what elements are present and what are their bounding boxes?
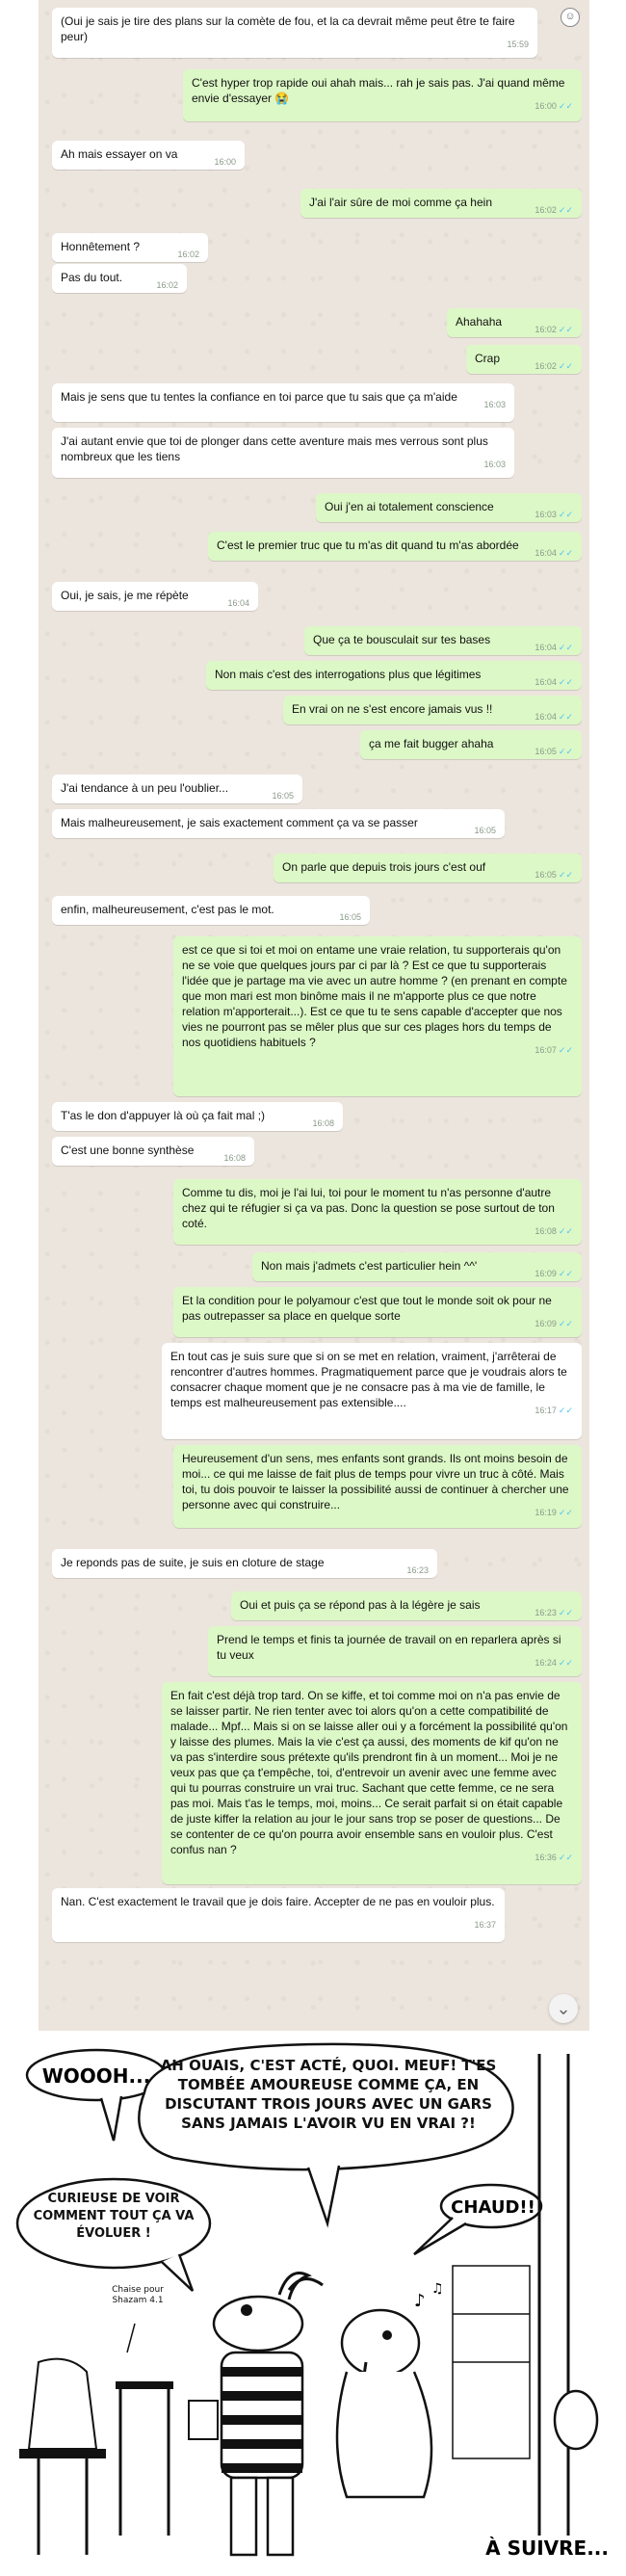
- message-text: Comme tu dis, moi je l'ai lui, toi pour le moment tu n'as personne d'autre chez qui te réfugier si ça va pas. Donc la question se pose surtout de ton coté.: [182, 1186, 559, 1230]
- double-check-icon: ✓✓: [558, 643, 573, 652]
- outgoing-message[interactable]: [208, 532, 582, 561]
- double-check-icon: ✓✓: [558, 712, 573, 722]
- message-time: 16:05 ✓✓: [535, 870, 573, 880]
- message-text: J'ai tendance à un peu l'oublier...: [61, 781, 229, 795]
- message-time: 16:00 ✓✓: [535, 101, 573, 111]
- comic-strip: [0, 2035, 626, 2571]
- incoming-message[interactable]: [52, 775, 302, 803]
- incoming-message[interactable]: [162, 1343, 582, 1439]
- double-check-icon: ✓✓: [558, 1406, 573, 1415]
- message-time: 16:09 ✓✓: [535, 1319, 573, 1328]
- outgoing-message[interactable]: [300, 189, 582, 218]
- message-time: 16:36 ✓✓: [535, 1853, 573, 1862]
- double-check-icon: ✓✓: [558, 1226, 573, 1236]
- message-text: ça me fait bugger ahaha: [369, 737, 494, 750]
- music-note-icon: ♪: [414, 2291, 426, 2311]
- chair-seat: [116, 2381, 173, 2389]
- lamp: [555, 2391, 597, 2449]
- message-text: Oui j'en ai totalement conscience: [325, 500, 494, 513]
- outgoing-message[interactable]: [304, 626, 582, 655]
- message-time: 16:03: [483, 400, 506, 409]
- incoming-message[interactable]: [52, 428, 514, 478]
- double-check-icon: ✓✓: [558, 101, 573, 111]
- message-time: 16:02: [156, 280, 178, 290]
- message-text: Prend le temps et finis ta journée de travail on en reparlera après si tu veux: [217, 1633, 564, 1662]
- message-time: 16:04: [227, 598, 249, 608]
- outgoing-message[interactable]: [283, 696, 582, 724]
- message-text: est ce que si toi et moi on entame une vraie relation, tu supporterais qu'on ne se voie que quelques jours par ci par là ? Est ce que tu supporterais l'idée que je partage ma vie avec un autre homme ? (en prenant en compte que mon mari est mon binôme mais il ne m'apporte plus ce que notre relation m'apporterait...). Est ce que tu te sens capable d'accepter que nos vies ne pourront pas se mêler plus que sur ces plages hors du temps de nos quotidiens habituels ?: [182, 943, 571, 1049]
- incoming-message[interactable]: [52, 582, 258, 611]
- arrow-line: [127, 2324, 135, 2353]
- chaud-text: CHAUD!!: [451, 2197, 535, 2218]
- message-text: Mais malheureusement, je sais exactement comment ça va se passer: [61, 816, 418, 829]
- message-text: J'ai autant envie que toi de plonger dans cette aventure mais mes verrous sont plus nombreux que les tiens: [61, 434, 492, 463]
- message-time: 16:23: [406, 1565, 429, 1575]
- message-text: En fait c'est déjà trop tard. On se kiffe, et toi comme moi on n'a pas envie de se laisser partir. Ne rien tenter avec toi alors qu'on a cette compatibilité de malade... Mpf... Mais si on se laisse aller oui y a forcément la possibilité qu'on y laisse des plumes. Mais la vie c'est ça aussi, des moments de kif qu'on ne va pas s'interdire sous prétexte qu'ils prendront fin à un moment... Moi je ne veux pas que ça t'empêche, toi, d'entrevoir un avenir avec une femme avec qui tu pourras construire un vrai truc. Sachant que cette femme, ce ne sera pas moi. Mais t'as le temps, moi, moins... Ce serait parfait si on était capable de juste kiffer la relation au jour le jour sans trop se poser de questions... De se contenter de ce qu'on pourra avoir ensemble sans en vouloir plus. C'est confus nan ?: [170, 1689, 571, 1856]
- incoming-message[interactable]: [52, 383, 514, 422]
- message-text: Crap: [475, 352, 501, 365]
- chat-screenshot: [39, 0, 589, 2031]
- double-check-icon: ✓✓: [558, 677, 573, 687]
- outgoing-message[interactable]: [447, 308, 582, 337]
- outgoing-message[interactable]: [173, 1179, 582, 1245]
- message-time: 16:17 ✓✓: [535, 1406, 573, 1415]
- double-check-icon: ✓✓: [558, 510, 573, 519]
- message-time: 16:09 ✓✓: [535, 1269, 573, 1278]
- incoming-message[interactable]: [52, 1888, 505, 1942]
- incoming-message[interactable]: [52, 809, 505, 838]
- message-time: 16:05: [339, 912, 361, 922]
- incoming-message[interactable]: [52, 896, 370, 925]
- double-check-icon: ✓✓: [558, 1608, 573, 1617]
- message-text: C'est une bonne synthèse: [61, 1143, 195, 1157]
- message-text: Mais je sens que tu tentes la confiance en toi parce que tu sais que ça m'aide: [61, 390, 457, 404]
- outgoing-message[interactable]: [274, 854, 582, 882]
- message-text: En vrai on ne s'est encore jamais vus !!: [292, 702, 493, 716]
- woooh-text: WOOOH...: [41, 2064, 151, 2088]
- incoming-message[interactable]: [52, 233, 208, 262]
- message-time: 16:05: [272, 791, 294, 801]
- message-time: 16:02 ✓✓: [535, 361, 573, 371]
- message-time: 16:05: [474, 826, 496, 835]
- message-text: J'ai l'air sûre de moi comme ça hein: [309, 196, 492, 209]
- message-time: 16:04 ✓✓: [535, 712, 573, 722]
- outgoing-message[interactable]: [173, 1445, 582, 1528]
- message-time: 16:07 ✓✓: [535, 1045, 573, 1055]
- message-time: 16:02: [177, 250, 199, 259]
- message-text: C'est le premier truc que tu m'as dit quand tu m'as abordée: [217, 539, 519, 552]
- message-text: T'as le don d'appuyer là où ça fait mal ;): [61, 1109, 266, 1122]
- double-check-icon: ✓✓: [558, 1045, 573, 1055]
- message-text: C'est hyper trop rapide oui ahah mais... rah je sais pas. J'ai quand même envie d'essayer 😭: [192, 76, 568, 105]
- scroll-down-button[interactable]: [549, 1994, 578, 2023]
- message-text: Je reponds pas de suite, je suis en cloture de stage: [61, 1556, 325, 1569]
- message-text: Pas du tout.: [61, 271, 123, 284]
- message-text: enfin, malheureusement, c'est pas le mot.: [61, 903, 274, 916]
- message-text: Heureusement d'un sens, mes enfants sont grands. Ils ont moins besoin de moi... ce qui me laisse de fait plus de temps pour vivre un truc à côté. Mais toi, tu dois pouvoir te laisser la possibilité aussi de continuer à chercher une personne avec qui construire...: [182, 1452, 572, 1511]
- double-check-icon: ✓✓: [558, 1269, 573, 1278]
- message-time: 16:02 ✓✓: [535, 325, 573, 334]
- incoming-message[interactable]: [52, 1102, 343, 1131]
- outgoing-message[interactable]: [252, 1252, 582, 1281]
- a-suivre-text: À SUIVRE...: [485, 2537, 609, 2560]
- double-check-icon: ✓✓: [558, 361, 573, 371]
- outgoing-message[interactable]: [316, 493, 582, 522]
- vase: [29, 2359, 96, 2449]
- outgoing-message[interactable]: [231, 1591, 582, 1620]
- message-time: 15:59: [507, 39, 529, 49]
- double-check-icon: ✓✓: [558, 1319, 573, 1328]
- message-text: (Oui je sais je tire des plans sur la comète de fou, et la ca devrait même peut être te faire peur): [61, 14, 518, 43]
- message-time: 16:08: [223, 1153, 246, 1163]
- incoming-message[interactable]: [52, 8, 537, 58]
- message-time: 16:03: [483, 460, 506, 469]
- curieuse-text: CURIEUSE DE VOIR COMMENT TOUT ÇA VA ÉVOLUER !: [33, 2192, 195, 2241]
- outgoing-message[interactable]: [466, 345, 582, 374]
- reaction-emoji-icon[interactable]: ☺: [561, 8, 580, 27]
- message-time: 16:04 ✓✓: [535, 548, 573, 558]
- message-time: 16:24 ✓✓: [535, 1658, 573, 1668]
- outgoing-message[interactable]: [162, 1682, 582, 1884]
- message-text: Non mais c'est des interrogations plus que légitimes: [215, 668, 482, 681]
- message-time: 16:23 ✓✓: [535, 1608, 573, 1617]
- message-time: 16:19 ✓✓: [535, 1508, 573, 1517]
- message-time: 16:04 ✓✓: [535, 643, 573, 652]
- outgoing-message[interactable]: [360, 730, 582, 759]
- message-time: 16:03 ✓✓: [535, 510, 573, 519]
- message-text: Non mais j'admets c'est particulier hein ^^': [261, 1259, 478, 1273]
- incoming-message[interactable]: [52, 264, 187, 293]
- double-check-icon: ✓✓: [558, 1658, 573, 1668]
- message-text: Que ça te bousculait sur tes bases: [313, 633, 491, 646]
- character-crocodile: [189, 2274, 323, 2556]
- outgoing-message[interactable]: [173, 936, 582, 1096]
- double-check-icon: ✓✓: [558, 325, 573, 334]
- message-time: 16:02 ✓✓: [535, 205, 573, 215]
- chair-note: Chaise pour Shazam 4.1: [112, 2285, 164, 2305]
- incoming-message[interactable]: [52, 141, 245, 170]
- table: [19, 2449, 106, 2458]
- double-check-icon: ✓✓: [558, 548, 573, 558]
- message-text: On parle que depuis trois jours c'est ouf: [282, 860, 486, 874]
- message-time: 16:04 ✓✓: [535, 677, 573, 687]
- message-time: 16:05 ✓✓: [535, 747, 573, 756]
- outgoing-message[interactable]: [206, 661, 582, 690]
- message-text: Nan. C'est exactement le travail que je dois faire. Accepter de ne pas en vouloir plus.: [61, 1895, 495, 1908]
- message-text: Ahahaha: [456, 315, 503, 329]
- character-elephant: [337, 2281, 444, 2497]
- chevron-down-icon: ⌄: [556, 1999, 571, 2018]
- music-note-icon: ♫: [431, 2281, 444, 2297]
- double-check-icon: ✓✓: [558, 870, 573, 880]
- incoming-message[interactable]: [52, 1137, 254, 1166]
- message-text: En tout cas je suis sure que si on se met en relation, vraiment, j'arrêterai de rencontrer d'autres hommes. Pragmatiquement parce que je voudrais alors te consacrer chaque moment que je ne consacre pas à ma vie de famille, le temps est malheureusement pas extensible....: [170, 1350, 571, 1409]
- outgoing-message[interactable]: [208, 1626, 582, 1676]
- message-time: 16:08: [312, 1118, 334, 1128]
- bubble-tail: [414, 2218, 466, 2254]
- double-check-icon: ✓✓: [558, 1508, 573, 1517]
- double-check-icon: ✓✓: [558, 1853, 573, 1862]
- bubble-tail: [308, 2166, 339, 2223]
- main-bubble-text: AH OUAIS, C'EST ACTÉ, QUOI. MEUF! T'ES TOMBÉE AMOUREUSE COMME ÇA, EN DISCUTANT TROIS JOURS AVEC UN GARS SANS JAMAIS L'AVOIR VU EN VRAI ?!: [160, 2057, 497, 2132]
- outgoing-message[interactable]: [183, 69, 582, 121]
- message-time: 16:00: [214, 157, 236, 167]
- message-text: Honnêtement ?: [61, 240, 141, 253]
- message-text: Et la condition pour le polyamour c'est que tout le monde soit ok pour ne pas outrepasser sa place en quelque sorte: [182, 1294, 556, 1323]
- incoming-message[interactable]: [52, 1549, 437, 1578]
- comic-drawing: [0, 2035, 626, 2571]
- message-text: Ah mais essayer on va: [61, 147, 178, 161]
- bubble-tail: [101, 2096, 121, 2141]
- message-text: Oui, je sais, je me répète: [61, 589, 189, 602]
- outgoing-message[interactable]: [173, 1287, 582, 1337]
- message-text: Oui et puis ça se répond pas à la légère je sais: [240, 1598, 481, 1612]
- double-check-icon: ✓✓: [558, 205, 573, 215]
- double-check-icon: ✓✓: [558, 747, 573, 756]
- message-time: 16:37: [474, 1920, 496, 1930]
- message-time: 16:08 ✓✓: [535, 1226, 573, 1236]
